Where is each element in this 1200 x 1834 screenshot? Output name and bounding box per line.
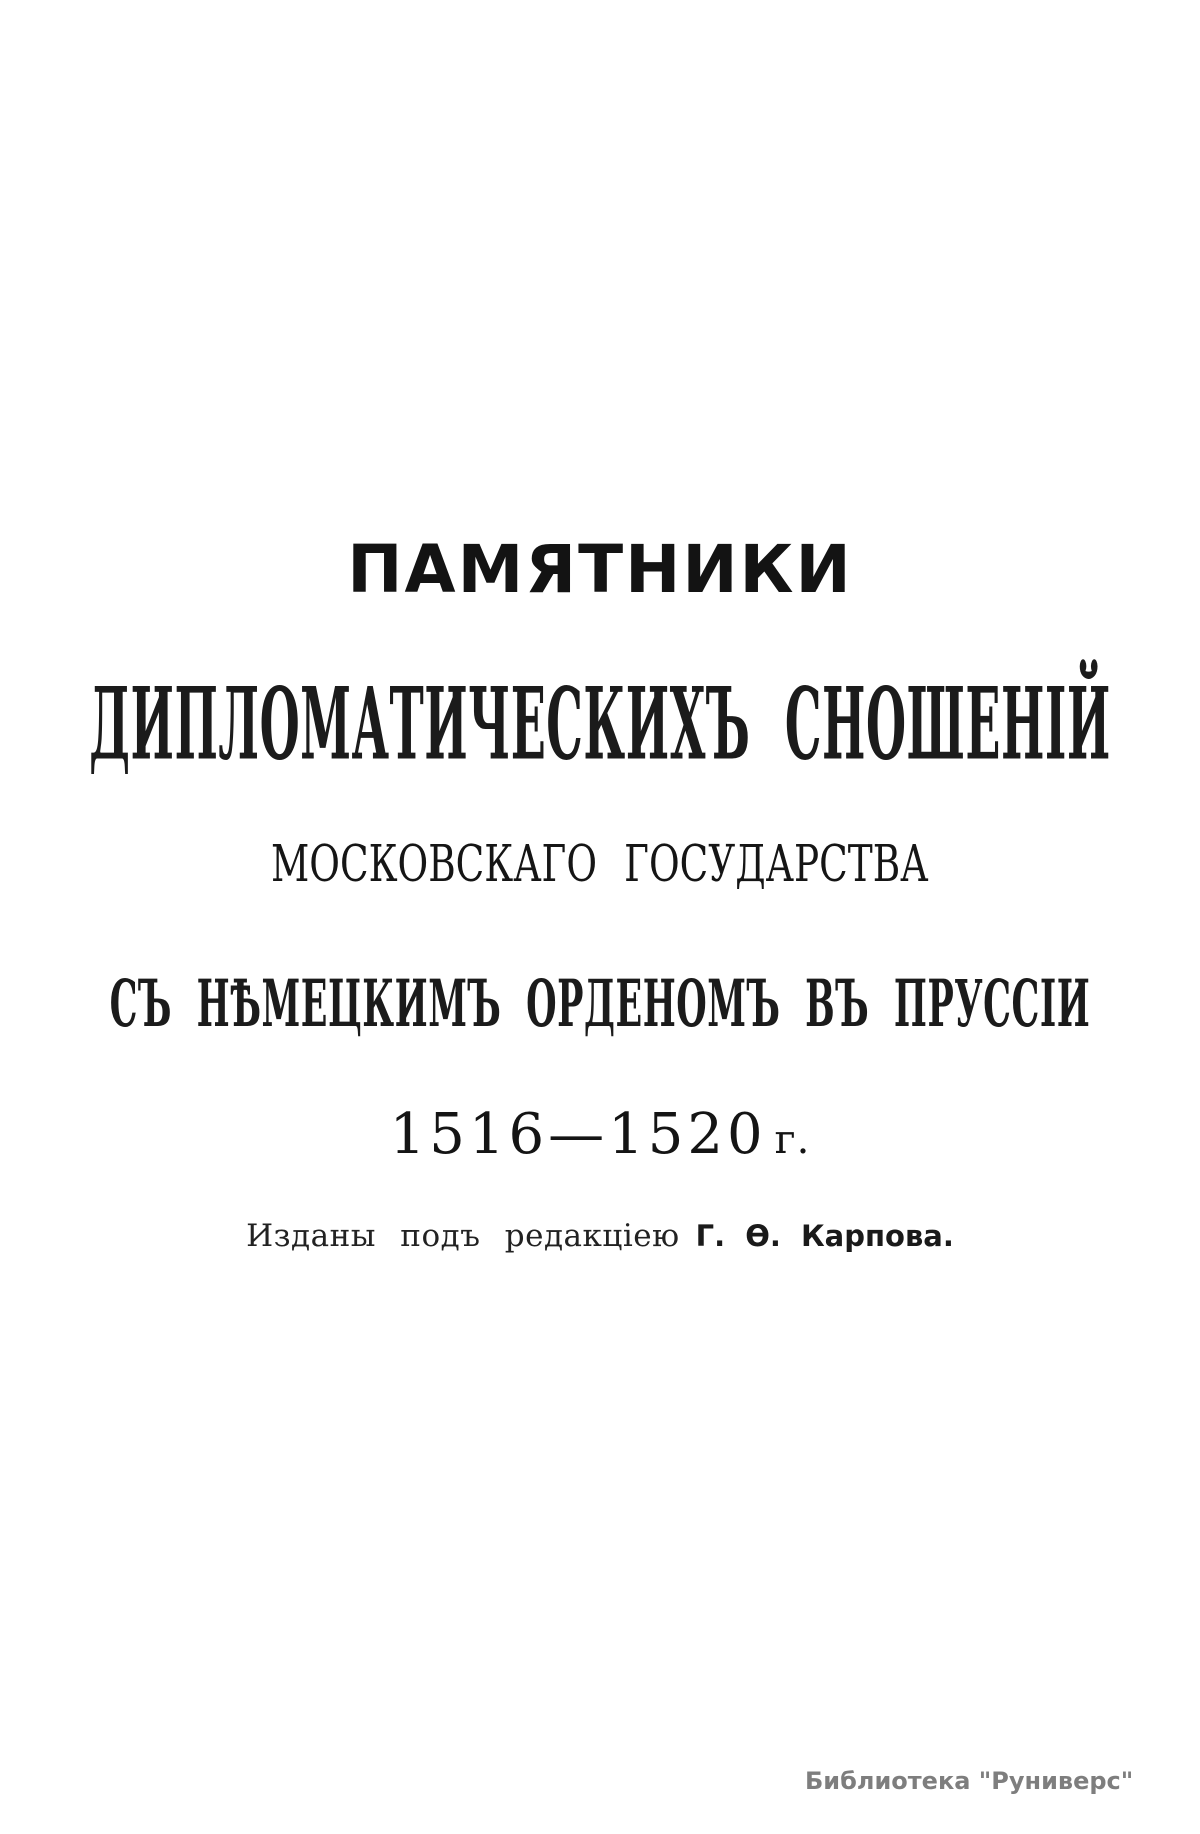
- book-subtitle-teutonic-order: [0, 966, 1200, 1043]
- book-subtitle-diplomatic-relations-text: ДИПЛОМАТИЧЕСКИХЪ СНОШЕНІЙ: [89, 665, 1111, 783]
- date-range-line: [0, 1102, 1200, 1168]
- editor-name: Г. Ѳ. Карпова.: [695, 1219, 954, 1253]
- library-watermark: Библиотека "Руниверс": [805, 1767, 1134, 1795]
- book-subtitle-teutonic-order-text: СЪ НѢМЕЦКИМЪ ОРДЕНОМЪ ВЪ ПРУССІИ: [109, 966, 1091, 1043]
- date-range-years: 1516—1520: [389, 1102, 767, 1167]
- book-subtitle-muscovite-state-text: МОСКОВСКАГО ГОСУДАРСТВА: [271, 835, 929, 894]
- book-subtitle-diplomatic-relations: [0, 665, 1200, 783]
- date-range-year-suffix: г.: [774, 1117, 811, 1163]
- editor-credit-prefix: Изданы подъ редакціею: [246, 1218, 680, 1254]
- book-series-title: ПАМЯТНИКИ: [347, 531, 853, 608]
- book-subtitle-muscovite-state: [0, 835, 1200, 894]
- editor-credit-line: [0, 1218, 1200, 1254]
